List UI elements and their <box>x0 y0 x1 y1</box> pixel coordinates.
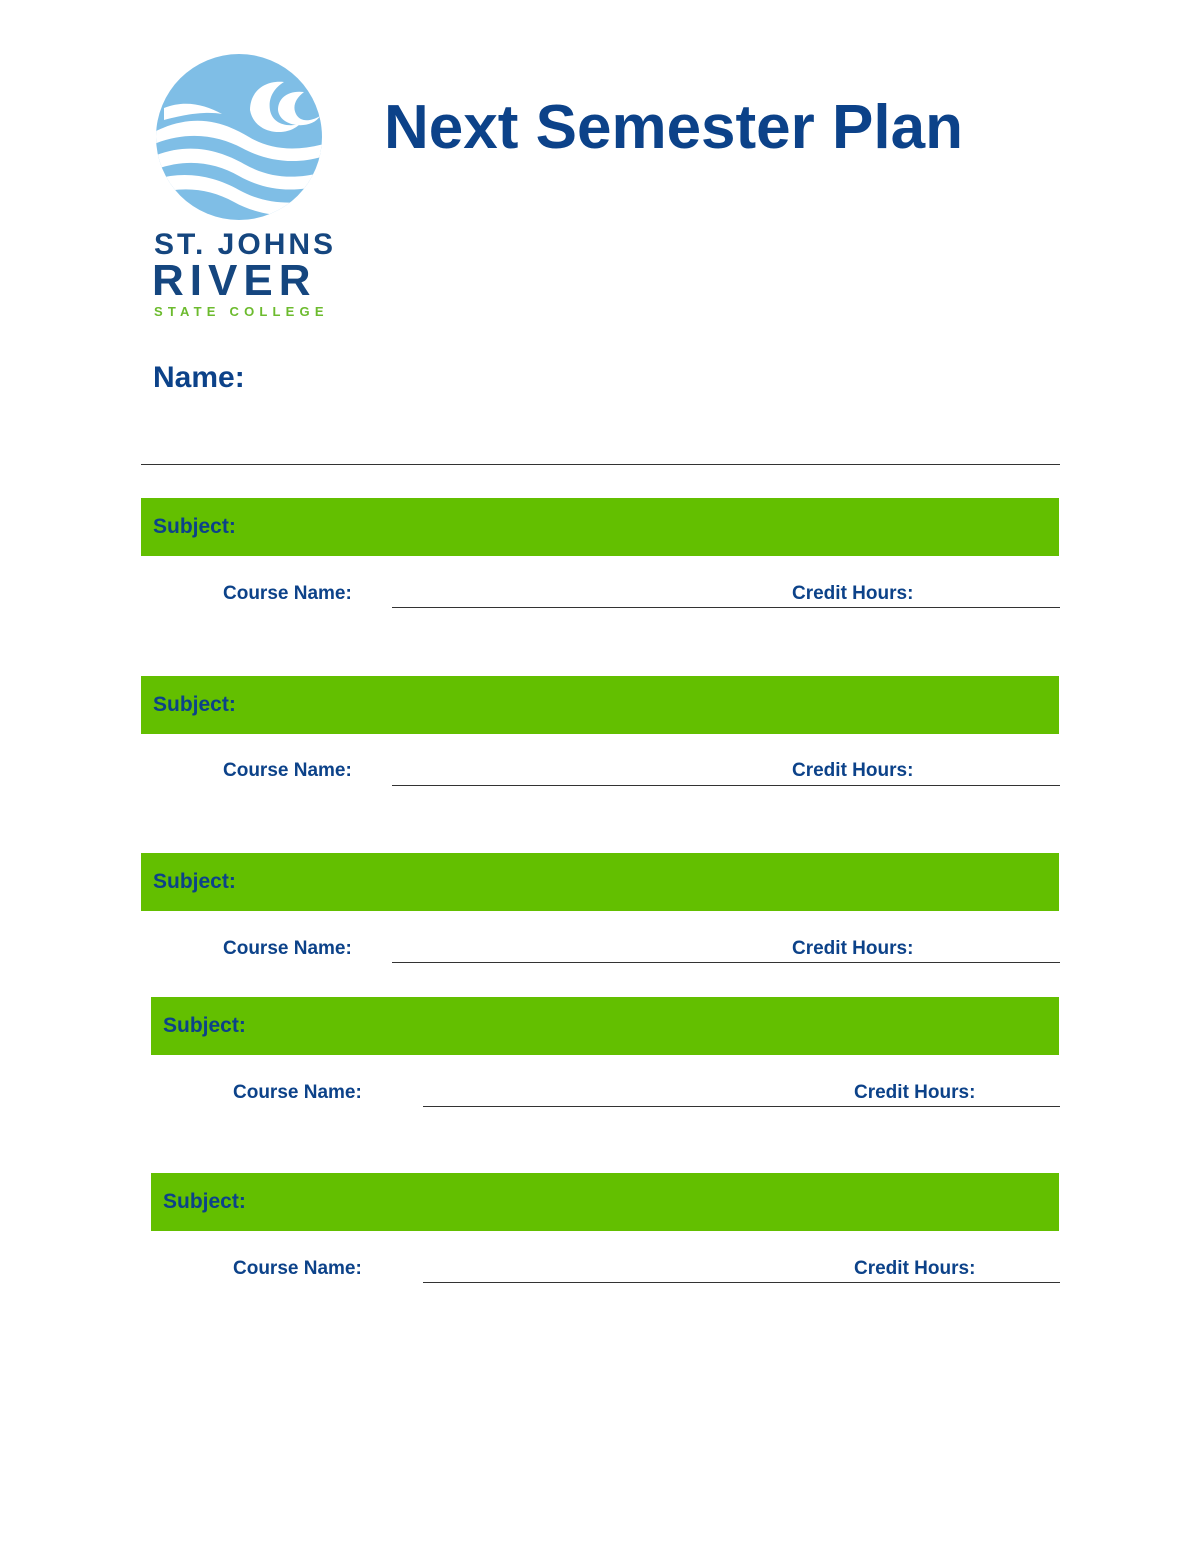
subject-label: Subject: <box>153 515 236 538</box>
course-name-label: Course Name: <box>223 760 352 781</box>
credit-hours-label: Credit Hours: <box>792 583 914 604</box>
logo-text-state-college: STATE COLLEGE <box>154 304 329 319</box>
subject-label: Subject: <box>153 870 236 893</box>
subject-label: Subject: <box>153 693 236 716</box>
college-logo <box>150 52 337 322</box>
course-name-label: Course Name: <box>223 938 352 959</box>
wave-emblem-icon <box>154 52 324 222</box>
course-name-field[interactable] <box>423 1106 1060 1107</box>
credit-hours-label: Credit Hours: <box>792 938 914 959</box>
credit-hours-label: Credit Hours: <box>854 1258 976 1279</box>
page-title: Next Semester Plan <box>384 93 963 162</box>
course-name-field[interactable] <box>392 785 1060 786</box>
subject-bar[interactable] <box>141 853 1059 911</box>
course-name-label: Course Name: <box>233 1258 362 1279</box>
subject-bar[interactable] <box>141 676 1059 734</box>
course-name-field[interactable] <box>423 1282 1060 1283</box>
logo-text-river: RIVER <box>152 256 317 305</box>
subject-label: Subject: <box>163 1014 246 1037</box>
logo-text-st-johns: ST. JOHNS <box>154 228 337 261</box>
name-label: Name: <box>153 361 245 394</box>
subject-bar[interactable] <box>151 997 1059 1055</box>
course-name-field[interactable] <box>392 962 1060 963</box>
course-name-label: Course Name: <box>233 1082 362 1103</box>
credit-hours-label: Credit Hours: <box>792 760 914 781</box>
subject-label: Subject: <box>163 1190 246 1213</box>
subject-bar[interactable] <box>151 1173 1059 1231</box>
name-field[interactable] <box>141 464 1060 465</box>
course-name-label: Course Name: <box>223 583 352 604</box>
credit-hours-label: Credit Hours: <box>854 1082 976 1103</box>
course-name-field[interactable] <box>392 607 1060 608</box>
subject-bar[interactable] <box>141 498 1059 556</box>
